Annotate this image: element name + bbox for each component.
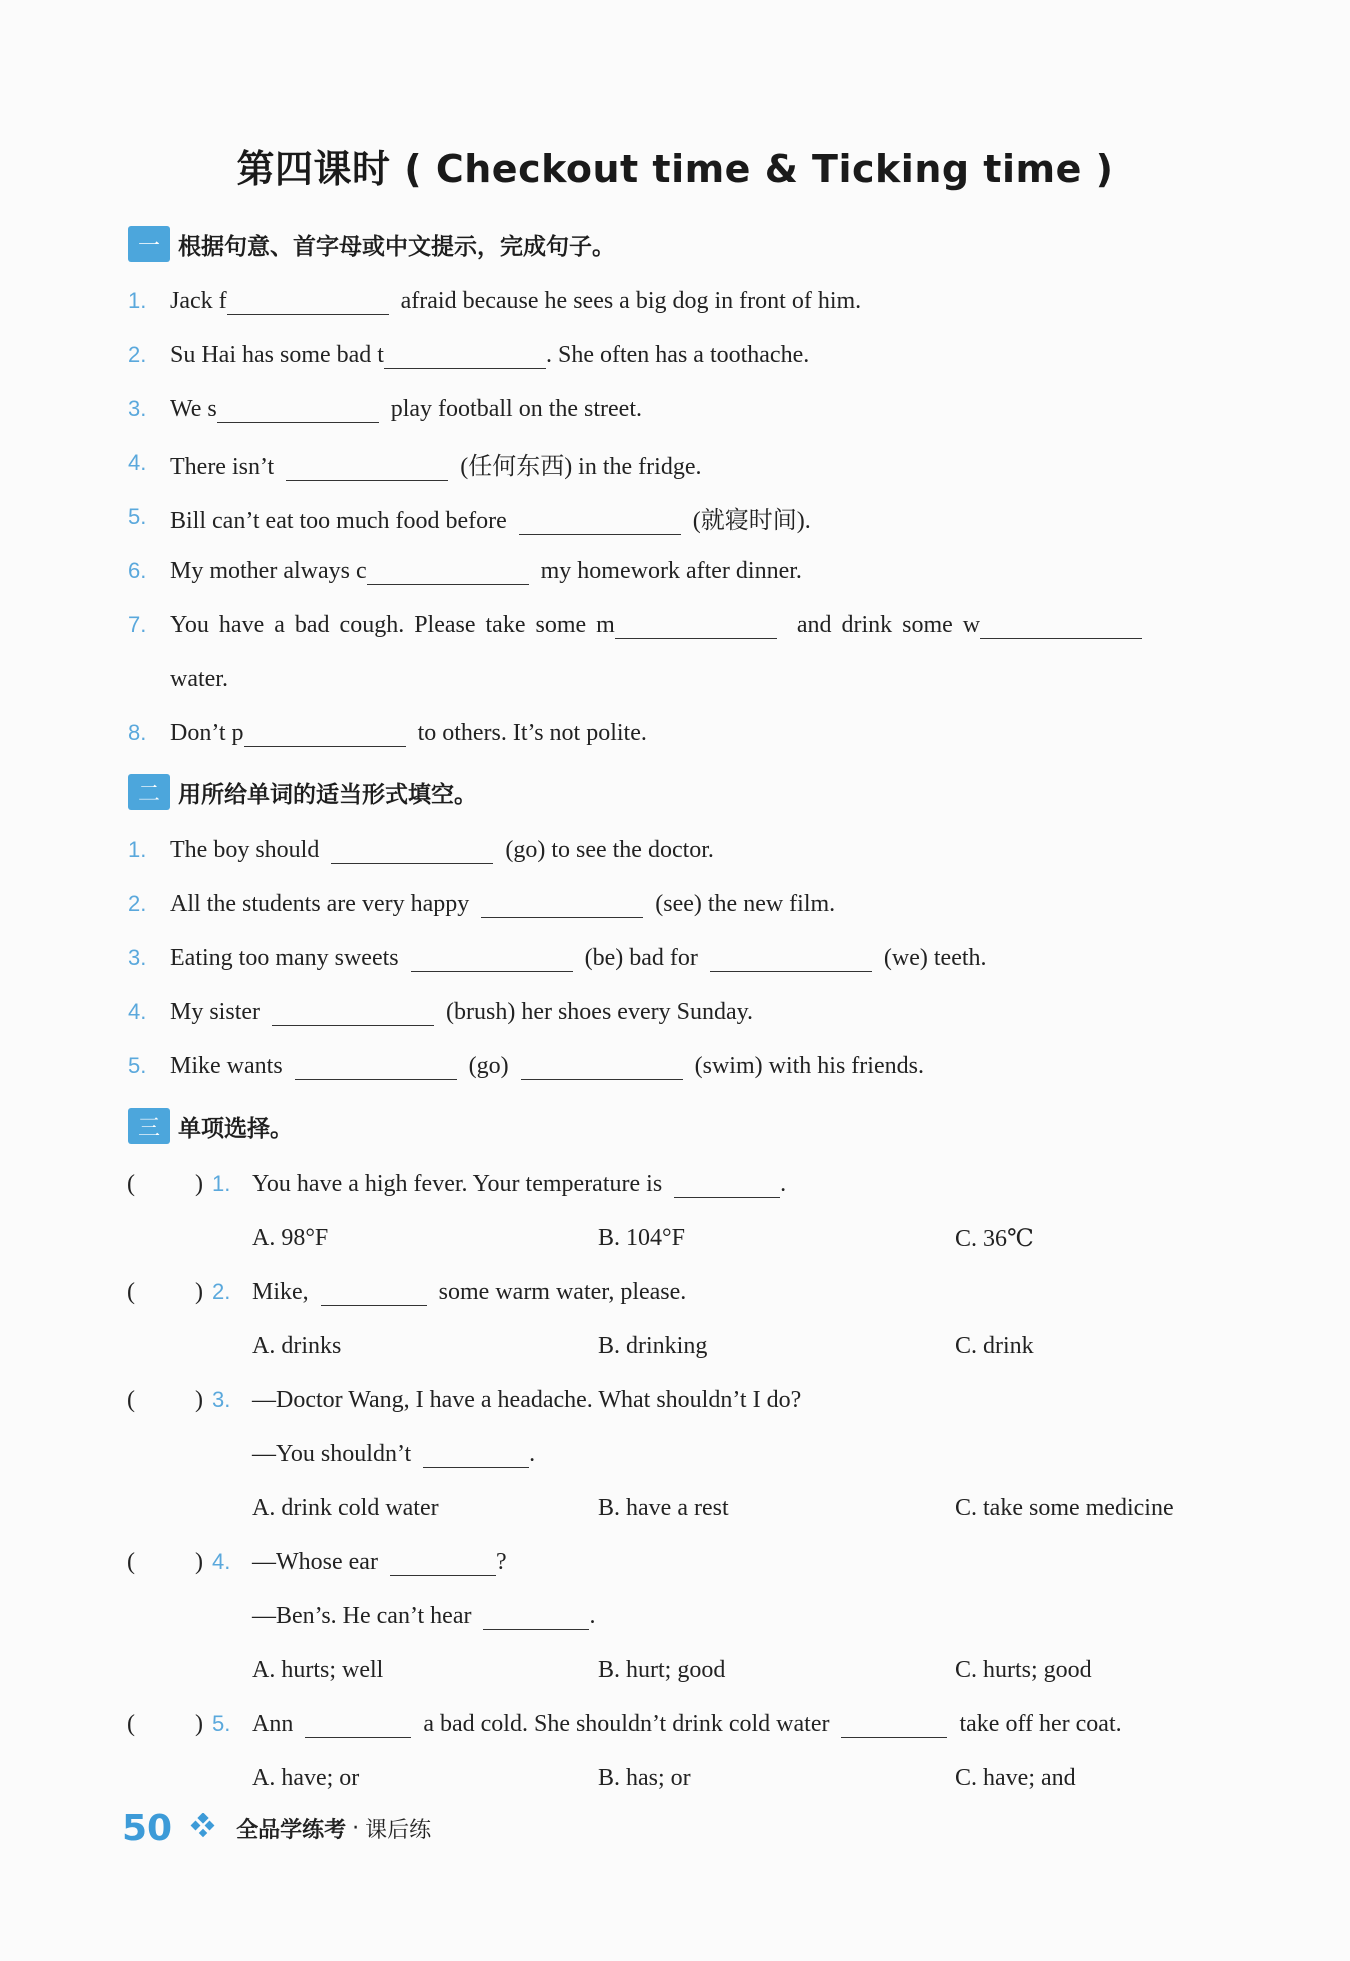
item-text: Su Hai has some bad t xyxy=(170,341,384,368)
answer-paren-open[interactable]: ( xyxy=(127,1710,135,1737)
answer-blank[interactable] xyxy=(295,1055,457,1080)
question-text: —You shouldn’t xyxy=(252,1440,412,1467)
item-text: Bill can’t eat too much food before xyxy=(170,507,507,534)
item-text: (see) the new film. xyxy=(655,890,836,917)
section-badge: 一 xyxy=(128,226,170,262)
item-text: My sister xyxy=(170,998,260,1025)
page-title: 第四课时 ( Checkout time & Ticking time ) xyxy=(236,147,1114,191)
answer-paren-open[interactable]: ( xyxy=(127,1278,135,1305)
answer-blank[interactable] xyxy=(384,344,546,369)
answer-blank[interactable] xyxy=(390,1551,496,1576)
choice-question xyxy=(0,1707,1350,1741)
item-number: 8. xyxy=(128,720,147,745)
answer-blank[interactable] xyxy=(710,947,872,972)
option-a[interactable]: A. drinks xyxy=(252,1332,342,1359)
item-number: 5. xyxy=(128,1053,147,1078)
question-text: —Ben’s. He can’t hear xyxy=(252,1602,472,1629)
exercise-item xyxy=(0,500,1350,534)
exercise-item xyxy=(0,446,1350,480)
section-heading: 根据句意、首字母或中文提示，完成句子。 xyxy=(178,233,615,260)
exercise-item xyxy=(0,995,1350,1029)
choice-options xyxy=(0,1491,1350,1525)
item-text: The boy should xyxy=(170,836,320,863)
answer-paren-close: ) xyxy=(195,1170,203,1197)
exercise-item xyxy=(0,887,1350,921)
answer-blank[interactable] xyxy=(286,456,448,481)
choice-question-line2 xyxy=(0,1437,1350,1471)
answer-blank[interactable] xyxy=(519,510,681,535)
exercise-item xyxy=(0,1049,1350,1083)
section-badge: 二 xyxy=(128,774,170,810)
item-text: play football on the street. xyxy=(390,395,642,422)
question-number: 4. xyxy=(212,1549,231,1574)
answer-blank[interactable] xyxy=(244,722,406,747)
brand-name: 全品学练考 xyxy=(236,1818,347,1843)
choice-question xyxy=(0,1545,1350,1579)
option-a[interactable]: A. drink cold water xyxy=(252,1494,439,1521)
answer-blank[interactable] xyxy=(980,614,1142,639)
item-text: My mother always c xyxy=(170,557,367,584)
brand-subtitle: 课后练 xyxy=(365,1818,432,1843)
item-number: 3. xyxy=(128,396,147,421)
item-text: (go) xyxy=(468,1052,509,1079)
item-number: 4. xyxy=(128,450,147,475)
question-text: —Doctor Wang, I have a headache. What shouldn’t I do? xyxy=(252,1386,802,1413)
question-number: 2. xyxy=(212,1279,231,1304)
answer-blank[interactable] xyxy=(217,398,379,423)
choice-question xyxy=(0,1383,1350,1417)
item-text: Jack f xyxy=(170,287,227,314)
item-number: 7. xyxy=(128,612,147,637)
option-b[interactable]: B. has; or xyxy=(598,1764,691,1791)
option-a[interactable]: A. hurts; well xyxy=(252,1656,384,1683)
option-c[interactable]: C. hurts; good xyxy=(955,1656,1092,1683)
item-text: and drink some w xyxy=(796,611,981,638)
choice-question xyxy=(0,1167,1350,1201)
item-text: (就寝时间). xyxy=(692,507,811,534)
item-number: 6. xyxy=(128,558,147,583)
answer-blank[interactable] xyxy=(272,1001,434,1026)
choice-options xyxy=(0,1329,1350,1363)
option-b[interactable]: B. hurt; good xyxy=(598,1656,726,1683)
option-b[interactable]: B. have a rest xyxy=(598,1494,729,1521)
item-text: We s xyxy=(170,395,217,422)
question-text: Mike, xyxy=(252,1278,309,1305)
item-text: (we) teeth. xyxy=(883,944,987,971)
item-number: 3. xyxy=(128,945,147,970)
answer-blank[interactable] xyxy=(367,560,529,585)
option-c[interactable]: C. have; and xyxy=(955,1764,1076,1791)
item-text: Don’t p xyxy=(170,719,244,746)
section-heading: 用所给单词的适当形式填空。 xyxy=(178,781,477,808)
choice-options xyxy=(0,1761,1350,1795)
section-3-header xyxy=(128,1106,293,1146)
item-text: There isn’t xyxy=(170,453,275,480)
item-number: 5. xyxy=(128,504,147,529)
item-text: Mike wants xyxy=(170,1052,283,1079)
item-text: Eating too many sweets xyxy=(170,944,399,971)
exercise-item xyxy=(0,338,1350,372)
item-text: (go) to see the doctor. xyxy=(505,836,714,863)
choice-question-line2 xyxy=(0,1599,1350,1633)
question-text: —Whose ear xyxy=(252,1548,378,1575)
option-c[interactable]: C. drink xyxy=(955,1332,1034,1359)
option-b[interactable]: B. drinking xyxy=(598,1332,708,1359)
section-1-header xyxy=(128,224,615,264)
item-text: to others. It’s not polite. xyxy=(417,719,647,746)
answer-paren-open[interactable]: ( xyxy=(127,1548,135,1575)
separator-dot: · xyxy=(352,1816,360,1841)
item-number: 2. xyxy=(128,891,147,916)
answer-blank[interactable] xyxy=(521,1055,683,1080)
choice-options xyxy=(0,1653,1350,1687)
item-text: (brush) her shoes every Sunday. xyxy=(446,998,754,1025)
answer-paren-open[interactable]: ( xyxy=(127,1386,135,1413)
question-text: ? xyxy=(495,1548,507,1575)
option-b[interactable]: B. 104°F xyxy=(598,1224,685,1251)
item-text: (swim) with his friends. xyxy=(694,1052,924,1079)
item-number: 1. xyxy=(128,837,147,862)
answer-blank[interactable] xyxy=(615,614,777,639)
question-text: some warm water, please. xyxy=(438,1278,687,1305)
question-text: . xyxy=(589,1602,596,1629)
answer-blank[interactable] xyxy=(305,1713,411,1738)
answer-blank[interactable] xyxy=(841,1713,947,1738)
section-2-header xyxy=(128,772,477,812)
exercise-item xyxy=(0,608,1350,642)
item-number: 1. xyxy=(128,288,147,313)
option-c[interactable]: C. 36℃ xyxy=(955,1225,1034,1252)
option-c[interactable]: C. take some medicine xyxy=(955,1494,1174,1521)
answer-blank[interactable] xyxy=(321,1281,427,1306)
exercise-item xyxy=(0,941,1350,975)
item-text: All the students are very happy xyxy=(170,890,470,917)
answer-paren-close: ) xyxy=(195,1710,203,1737)
item-text: . She often has a toothache. xyxy=(545,341,810,368)
item-text: You have a bad cough. Please take some m xyxy=(170,611,615,638)
exercise-item xyxy=(0,716,1350,750)
section-badge: 三 xyxy=(128,1108,170,1144)
exercise-item xyxy=(0,554,1350,588)
item-text: my homework after dinner. xyxy=(540,557,802,584)
option-a[interactable]: A. 98°F xyxy=(252,1224,329,1251)
item-number: 2. xyxy=(128,342,147,367)
item-text: (be) bad for xyxy=(584,944,698,971)
answer-blank[interactable] xyxy=(423,1443,529,1468)
exercise-item xyxy=(0,392,1350,426)
answer-blank[interactable] xyxy=(674,1173,780,1198)
item-text: (任何东西) in the fridge. xyxy=(460,453,702,480)
section-heading: 单项选择。 xyxy=(178,1115,293,1142)
item-text: afraid because he sees a big dog in front of him. xyxy=(400,287,862,314)
answer-paren-open[interactable]: ( xyxy=(127,1170,135,1197)
question-number: 3. xyxy=(212,1387,231,1412)
question-number: 1. xyxy=(212,1171,231,1196)
answer-blank[interactable] xyxy=(331,839,493,864)
option-a[interactable]: A. have; or xyxy=(252,1764,360,1791)
item-number: 4. xyxy=(128,999,147,1024)
question-text: . xyxy=(529,1440,536,1467)
question-text: Ann xyxy=(252,1710,294,1737)
question-text: . xyxy=(780,1170,787,1197)
exercise-item xyxy=(0,833,1350,867)
answer-blank[interactable] xyxy=(483,1605,589,1630)
answer-paren-close: ) xyxy=(195,1548,203,1575)
answer-paren-close: ) xyxy=(195,1278,203,1305)
question-number: 5. xyxy=(212,1711,231,1736)
answer-blank[interactable] xyxy=(227,290,389,315)
exercise-item xyxy=(0,284,1350,318)
choice-question xyxy=(0,1275,1350,1309)
exercise-item-continued xyxy=(0,662,1350,696)
question-text: You have a high fever. Your temperature is xyxy=(252,1170,663,1197)
answer-blank[interactable] xyxy=(411,947,573,972)
question-text: a bad cold. She shouldn’t drink cold water xyxy=(423,1710,830,1737)
page-footer xyxy=(122,1808,431,1849)
page-number: 50 xyxy=(122,1808,173,1849)
item-text: water. xyxy=(170,665,228,692)
choice-options xyxy=(0,1221,1350,1255)
answer-paren-close: ) xyxy=(195,1386,203,1413)
diamond-cluster-icon xyxy=(190,1813,216,1844)
question-text: take off her coat. xyxy=(959,1710,1122,1737)
answer-blank[interactable] xyxy=(481,893,643,918)
